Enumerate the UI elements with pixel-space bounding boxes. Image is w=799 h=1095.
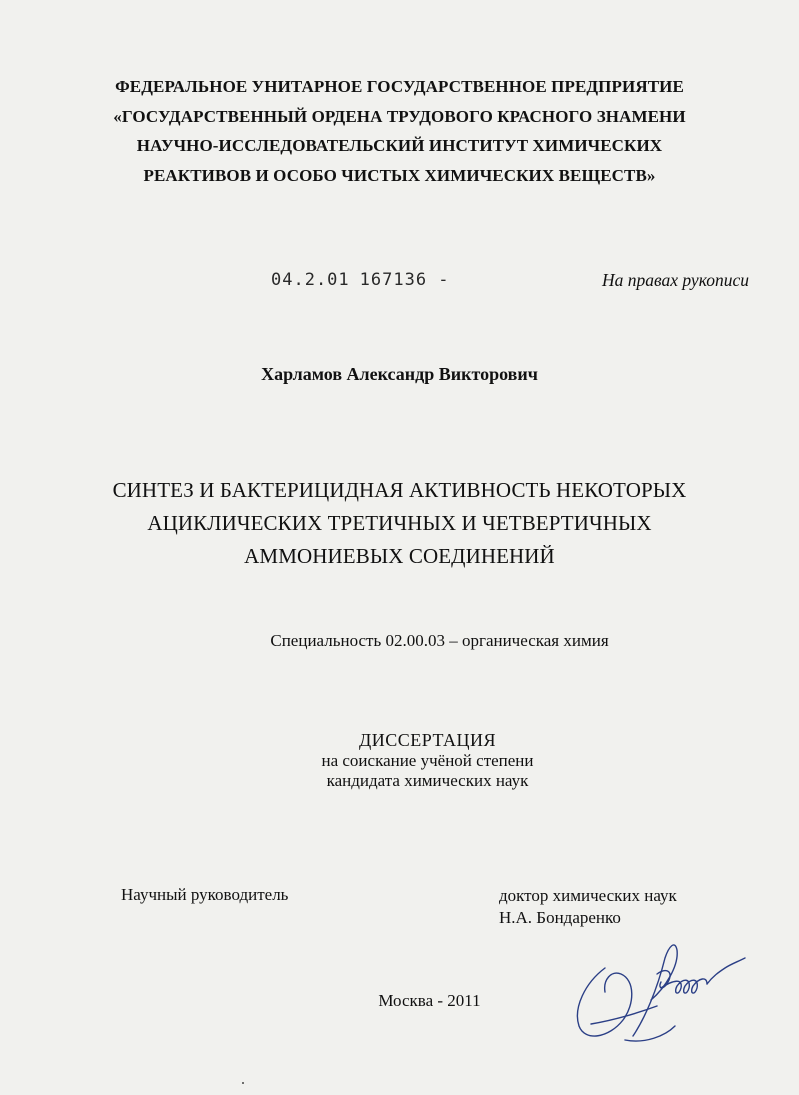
organization-header (0, 72, 799, 190)
title-line: СИНТЕЗ И БАКТЕРИЦИДНАЯ АКТИВНОСТЬ НЕКОТОРЫХ (112, 478, 687, 502)
organization-line: ФЕДЕРАЛЬНОЕ УНИТАРНОЕ ГОСУДАРСТВЕННОЕ ПРЕДПРИЯТИЕ (115, 77, 684, 96)
degree-name-line: кандидата химических наук (326, 771, 529, 790)
manuscript-rights-note: На правах рукописи (602, 270, 749, 290)
scan-speck (242, 1082, 244, 1084)
title-line: АЦИКЛИЧЕСКИХ ТРЕТИЧНЫХ И ЧЕТВЕРТИЧНЫХ (147, 511, 652, 535)
organization-line: НАУЧНО-ИССЛЕДОВАТЕЛЬСКИЙ ИНСТИТУТ ХИМИЧЕСКИХ (136, 136, 663, 155)
supervisor-label: Научный руководитель (121, 885, 289, 904)
organization-line: «ГОСУДАРСТВЕННЫЙ ОРДЕНА ТРУДОВОГО КРАСНОГО ЗНАМЕНИ (113, 106, 686, 126)
organization-line: РЕАКТИВОВ И ОСОБО ЧИСТЫХ ХИМИЧЕСКИХ ВЕЩЕСТВ» (143, 165, 656, 185)
title-line: АММОНИЕВЫХ СОЕДИНЕНИЙ (244, 544, 555, 568)
signature-icon (565, 928, 765, 1048)
dissertation-block (28, 730, 799, 791)
registration-stamp (271, 270, 450, 290)
specialty-line: Специальность 02.00.03 – органическая химия (270, 631, 609, 650)
author-name: Харламов Александр Викторович (261, 364, 538, 384)
registration-number: 167136 - (359, 270, 450, 290)
supervisor-info (499, 885, 677, 929)
supervisor-degree: доктор химических наук (499, 886, 677, 905)
city-year: Москва - 2011 (378, 991, 481, 1010)
dissertation-heading: ДИССЕРТАЦИЯ (358, 730, 497, 750)
degree-purpose-line: на соискание учёной степени (321, 751, 534, 770)
registration-code: 04.2.01 (271, 270, 350, 290)
supervisor-name: Н.А. Бондаренко (499, 908, 621, 927)
dissertation-title (0, 474, 799, 573)
